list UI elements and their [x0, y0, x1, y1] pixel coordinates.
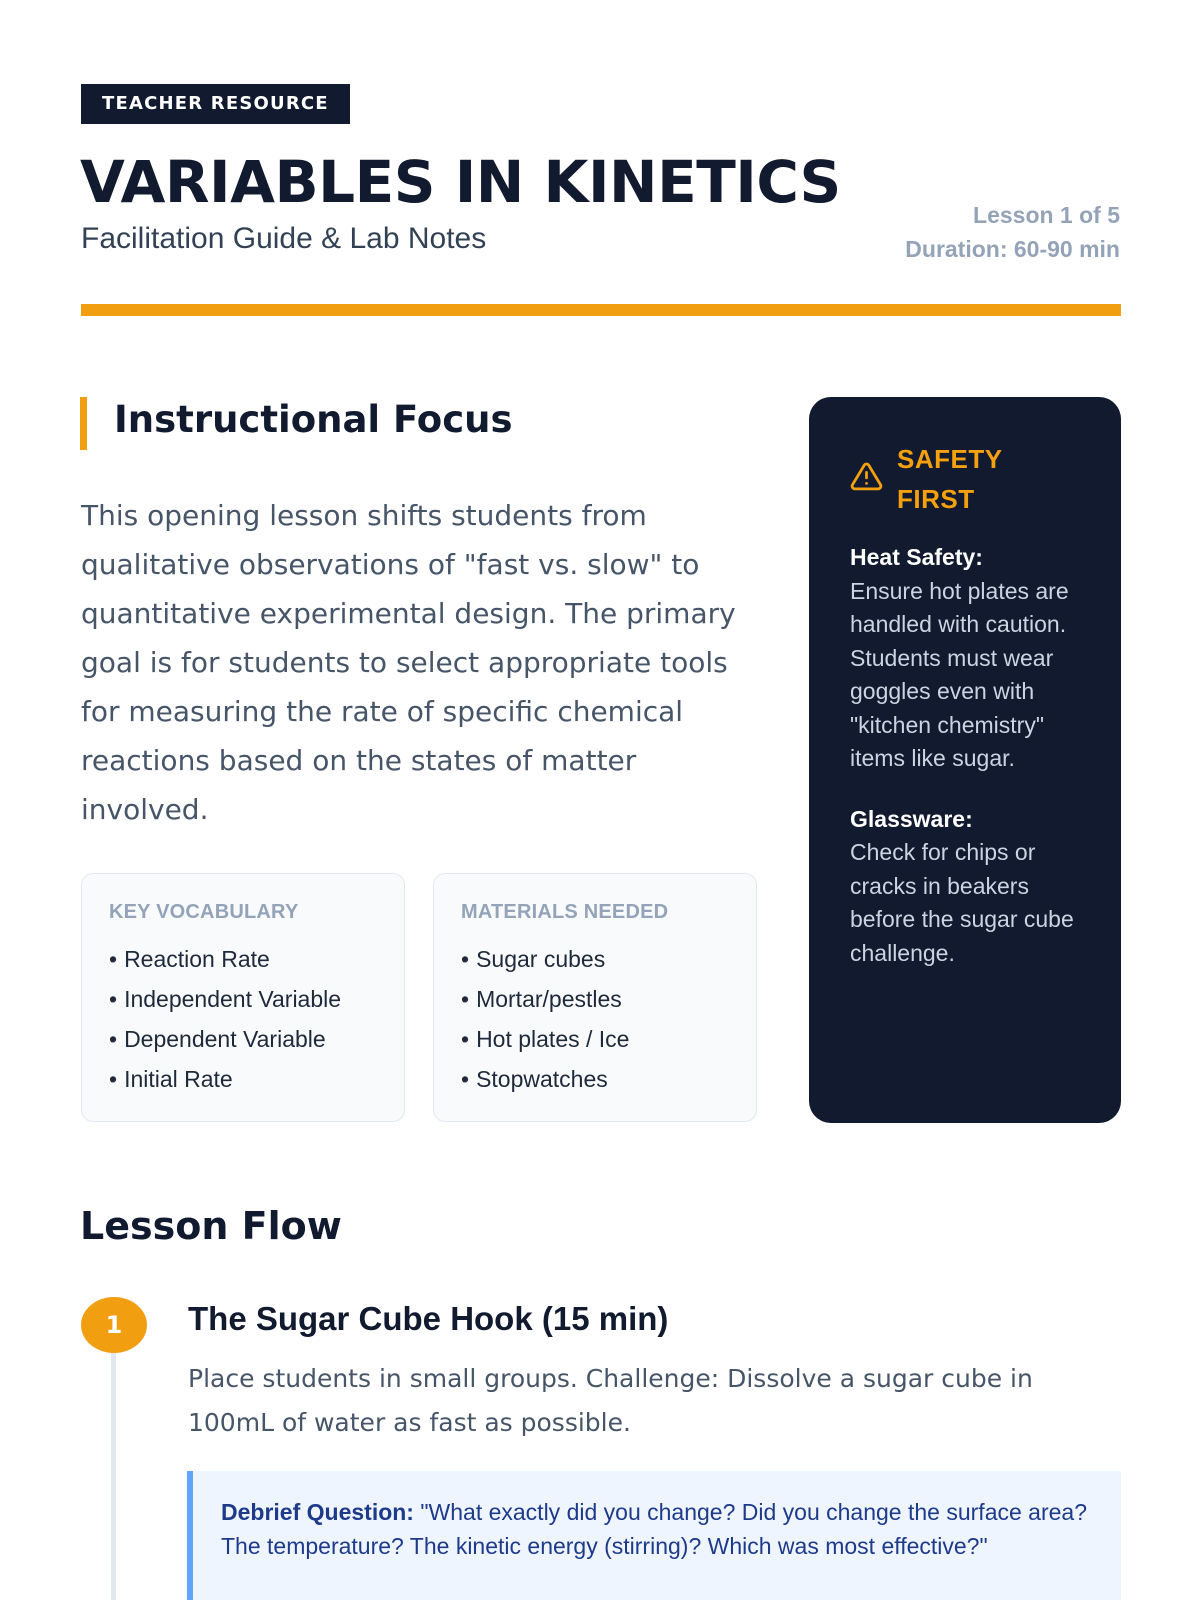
safety-title-line: SAFETY	[897, 444, 1003, 474]
materials-list	[461, 939, 756, 1099]
teacher-resource-badge: TEACHER RESOURCE	[81, 84, 350, 124]
material-item: • Mortar/pestles	[461, 979, 756, 1019]
debrief-label: Debrief Question:	[221, 1499, 414, 1525]
key-vocabulary-title: KEY VOCABULARY	[109, 901, 299, 923]
vocabulary-item: • Reaction Rate	[109, 939, 404, 979]
vocabulary-list	[109, 939, 404, 1099]
material-item: • Sugar cubes	[461, 939, 756, 979]
step-number-badge: 1	[81, 1297, 147, 1353]
lesson-number: Lesson 1 of 5	[973, 202, 1120, 228]
debrief-text: "What exactly did you change? Did you change the surface area? The temperature? The kinetic energy (stirring)? Which was most effective?"	[221, 1499, 1087, 1559]
safety-item-heat	[850, 541, 1083, 776]
safety-item-label: Heat Safety:	[850, 544, 983, 570]
safety-item-text: Ensure hot plates are handled with caution. Students must wear goggles even with "kitchen chemistry" items like sugar.	[850, 577, 1069, 771]
page-title: VARIABLES IN KINETICS	[80, 148, 841, 216]
materials-needed-title: MATERIALS NEEDED	[461, 901, 669, 923]
section-accent-bar	[80, 397, 87, 450]
material-item: • Hot plates / Ice	[461, 1019, 756, 1059]
lesson-duration: Duration: 60-90 min	[905, 236, 1120, 262]
debrief-callout	[187, 1471, 1121, 1600]
safety-item-glassware	[850, 803, 1083, 971]
instructional-focus-text: This opening lesson shifts students from qualitative observations of "fast vs. slow" to quantitative experimental design. The primary goal is for students to select appropriate tools for measuring the rate of specific chemical reactions based on the states of matter involved.	[81, 499, 736, 826]
key-vocabulary-card	[81, 873, 405, 1122]
vocabulary-item: • Initial Rate	[109, 1059, 404, 1099]
vocabulary-item: • Independent Variable	[109, 979, 404, 1019]
safety-header	[850, 439, 1083, 519]
vocabulary-item: • Dependent Variable	[109, 1019, 404, 1059]
lesson-meta	[905, 198, 1120, 266]
safety-first-panel	[809, 397, 1121, 1123]
safety-title-line: FIRST	[897, 484, 975, 514]
materials-needed-card	[433, 873, 757, 1122]
step-description: Place students in small groups. Challenge: Dissolve a sugar cube in 100mL of water as fast as possible.	[188, 1364, 1033, 1437]
safety-item-text: Check for chips or cracks in beakers before the sugar cube challenge.	[850, 839, 1074, 966]
step-title: The Sugar Cube Hook (15 min)	[188, 1300, 669, 1337]
timeline-line	[111, 1350, 116, 1600]
safety-item-label: Glassware:	[850, 805, 973, 832]
instructional-focus-heading: Instructional Focus	[114, 398, 513, 441]
lesson-flow-heading: Lesson Flow	[80, 1204, 342, 1248]
page-subtitle: Facilitation Guide & Lab Notes	[81, 222, 487, 255]
warning-icon	[850, 460, 883, 493]
header-divider	[81, 304, 1121, 316]
safety-title	[897, 439, 1003, 519]
material-item: • Stopwatches	[461, 1059, 756, 1099]
